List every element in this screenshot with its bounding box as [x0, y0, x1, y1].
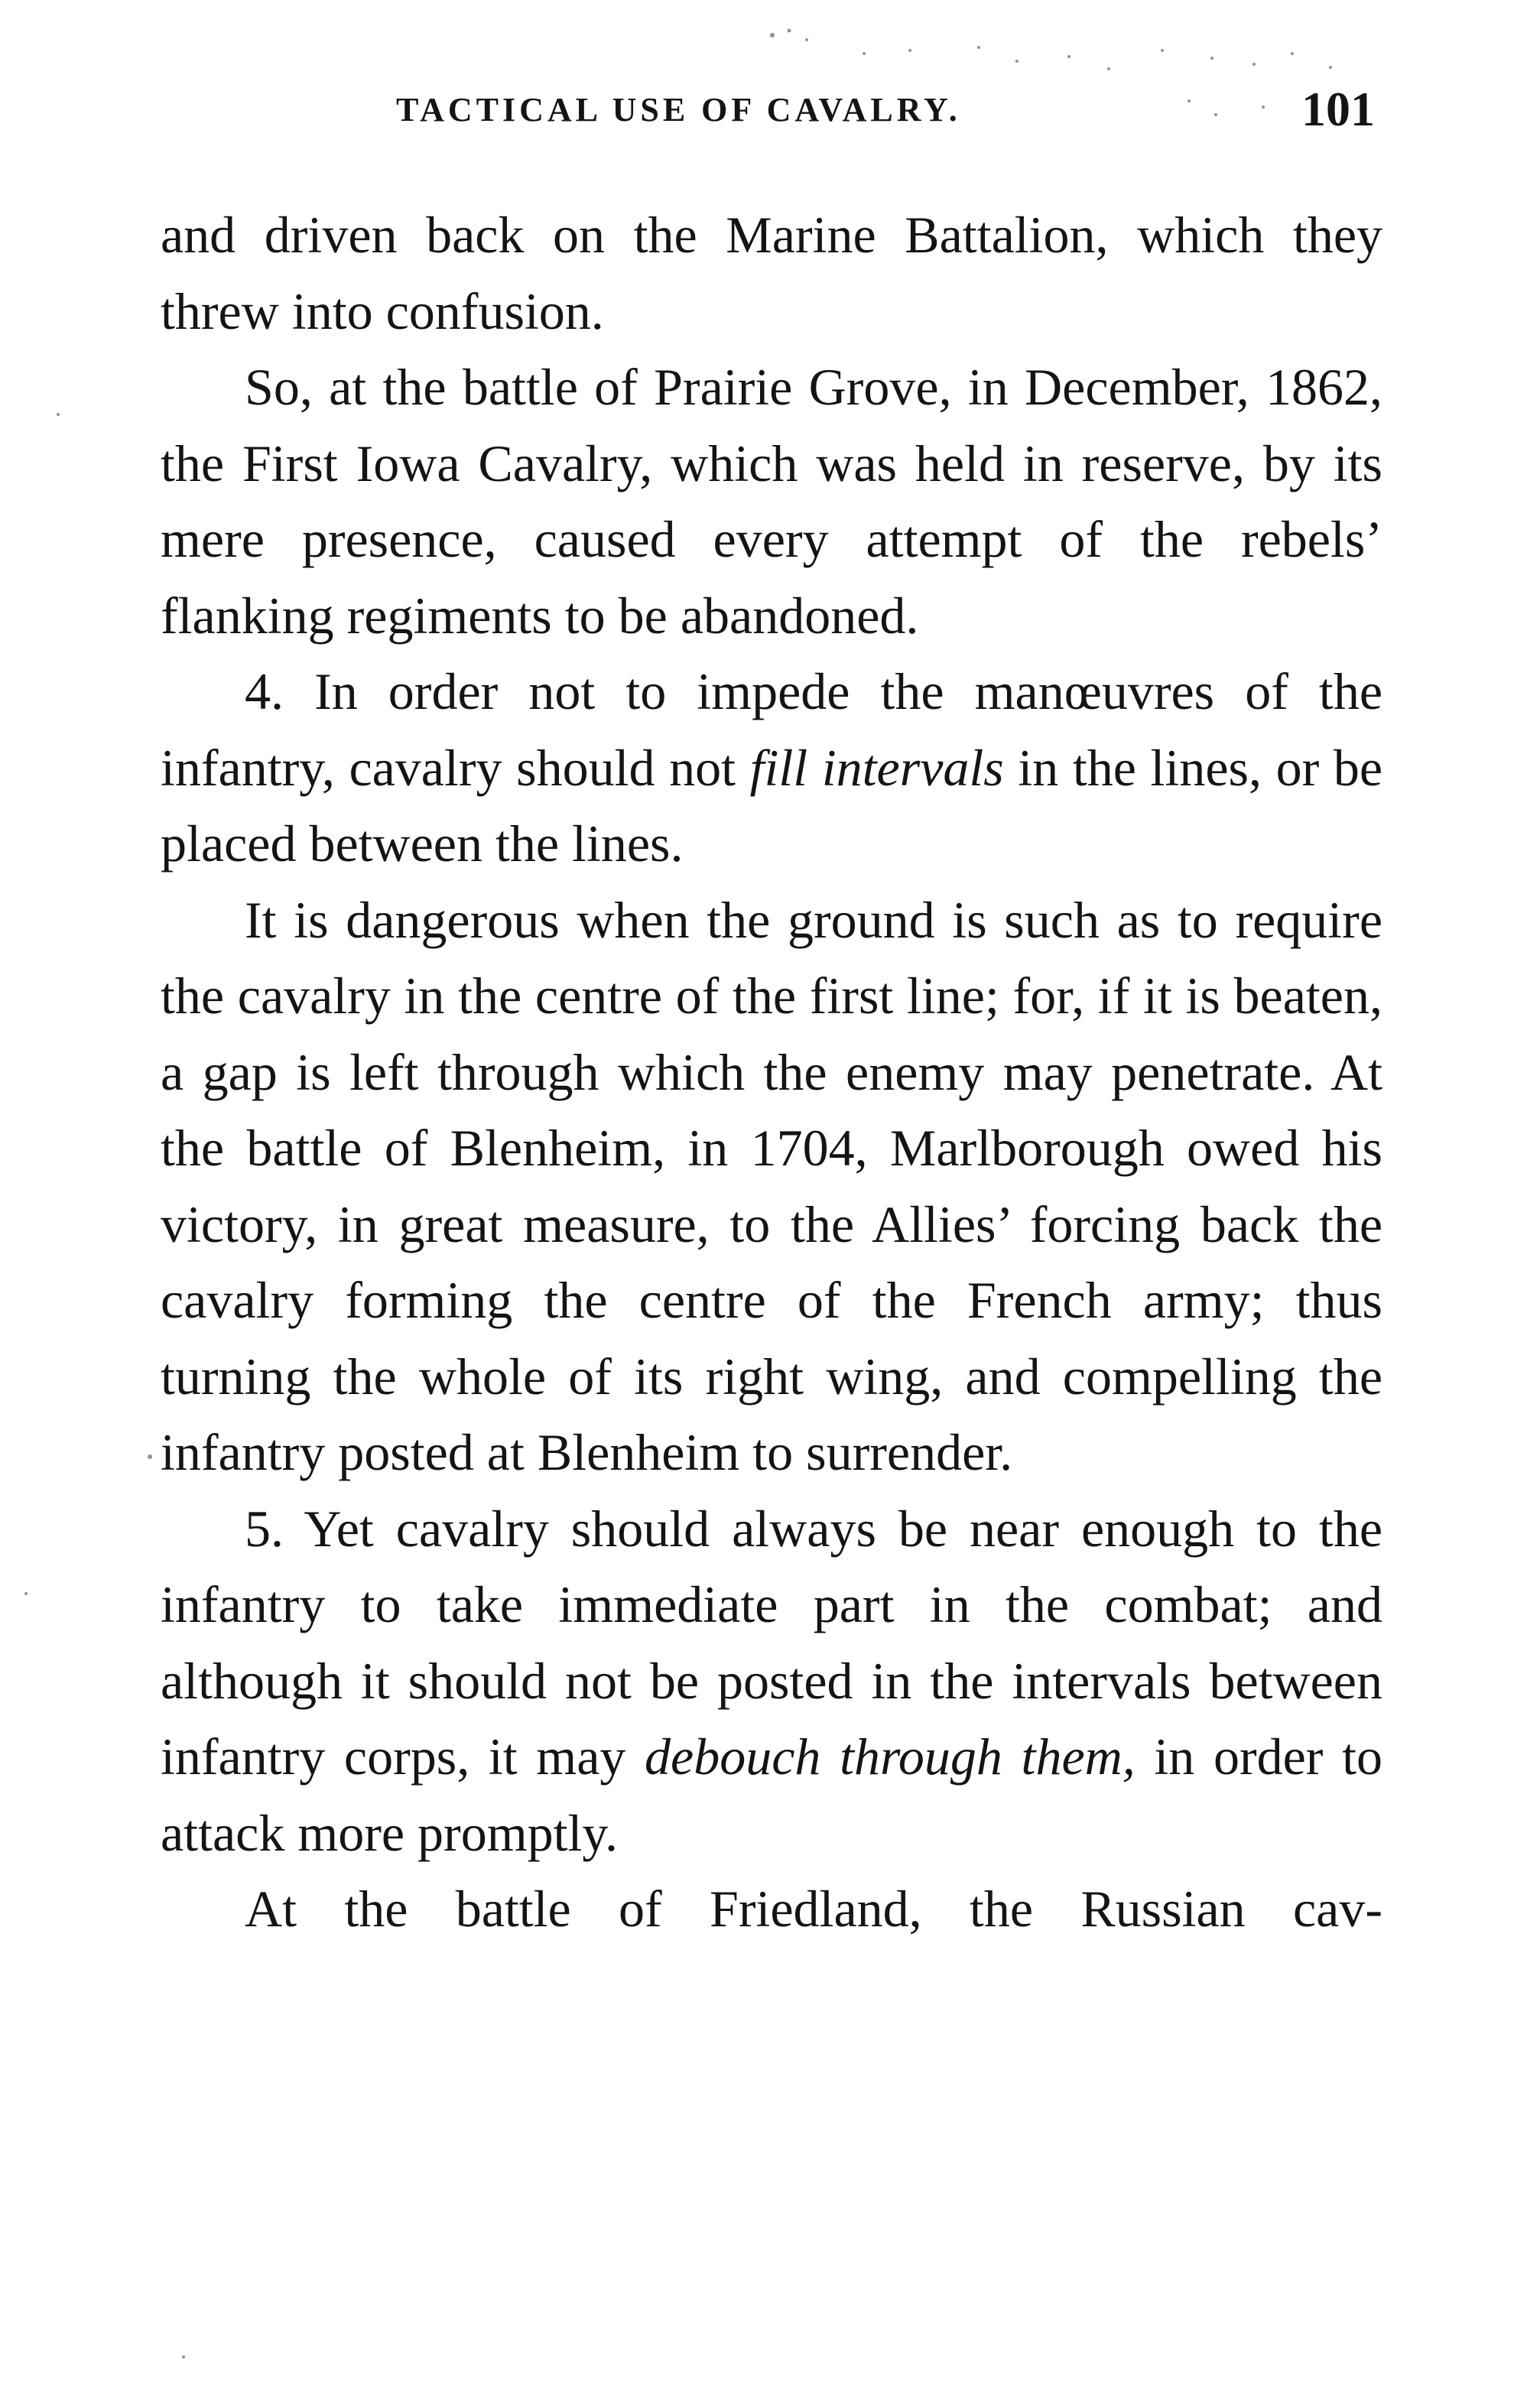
paragraph-6-text: At the battle of Friedland, the Russian cav- [245, 1880, 1382, 1938]
paragraph-5-italic: debouch through them, [645, 1727, 1136, 1786]
body-text [161, 197, 1382, 1948]
paragraph-5-text-b: in order to attack more promptly. [161, 1727, 1382, 1862]
paragraph-6 [161, 1871, 1382, 1948]
page-number: 101 [1301, 82, 1375, 136]
paragraph-3-text-a: 4. In order not to impede the manœuvres of the infantry, cavalry should not [161, 662, 1382, 797]
paragraph-3-text-b: in the lines, or be placed between the lines. [161, 738, 1382, 873]
paragraph-1-text: and driven back on the Marine Battalion, which they threw into confusion. [161, 206, 1382, 340]
paragraph-1 [161, 197, 1382, 349]
paragraph-3-italic: fill intervals [749, 738, 1004, 797]
paragraph-2-text: So, at the battle of Prairie Grove, in December, 1862, the First Iowa Cavalry, which was held in reserve, by its mere presence, caused every attempt of the rebels’ flanking regiments to be abandoned. [161, 358, 1382, 645]
running-head [396, 82, 1375, 151]
paragraph-5 [161, 1491, 1382, 1872]
paragraph-5-text-a: 5. Yet cavalry should always be near enough to the infantry to take immediate part in the combat; and although it should not be posted in the intervals between infantry corps, it may [161, 1499, 1382, 1786]
paragraph-4 [161, 882, 1382, 1491]
paragraph-4-text: It is dangerous when the ground is such as to require the cavalry in the centre of the first line; for, if it is beaten, a gap is left through which the enemy may penetrate. At the battle of Blenheim, in 1704, Marlborough owed his victory, in great measure, to the Allies’ forcing back the cavalry forming the centre of the French army; thus turning the whole of its right wing, and compelling the infantry posted at Blenheim to surrender. [161, 890, 1382, 1481]
paragraph-2 [161, 349, 1382, 654]
paragraph-3 [161, 654, 1382, 882]
running-title: TACTICAL USE OF CAVALRY. [396, 91, 961, 128]
